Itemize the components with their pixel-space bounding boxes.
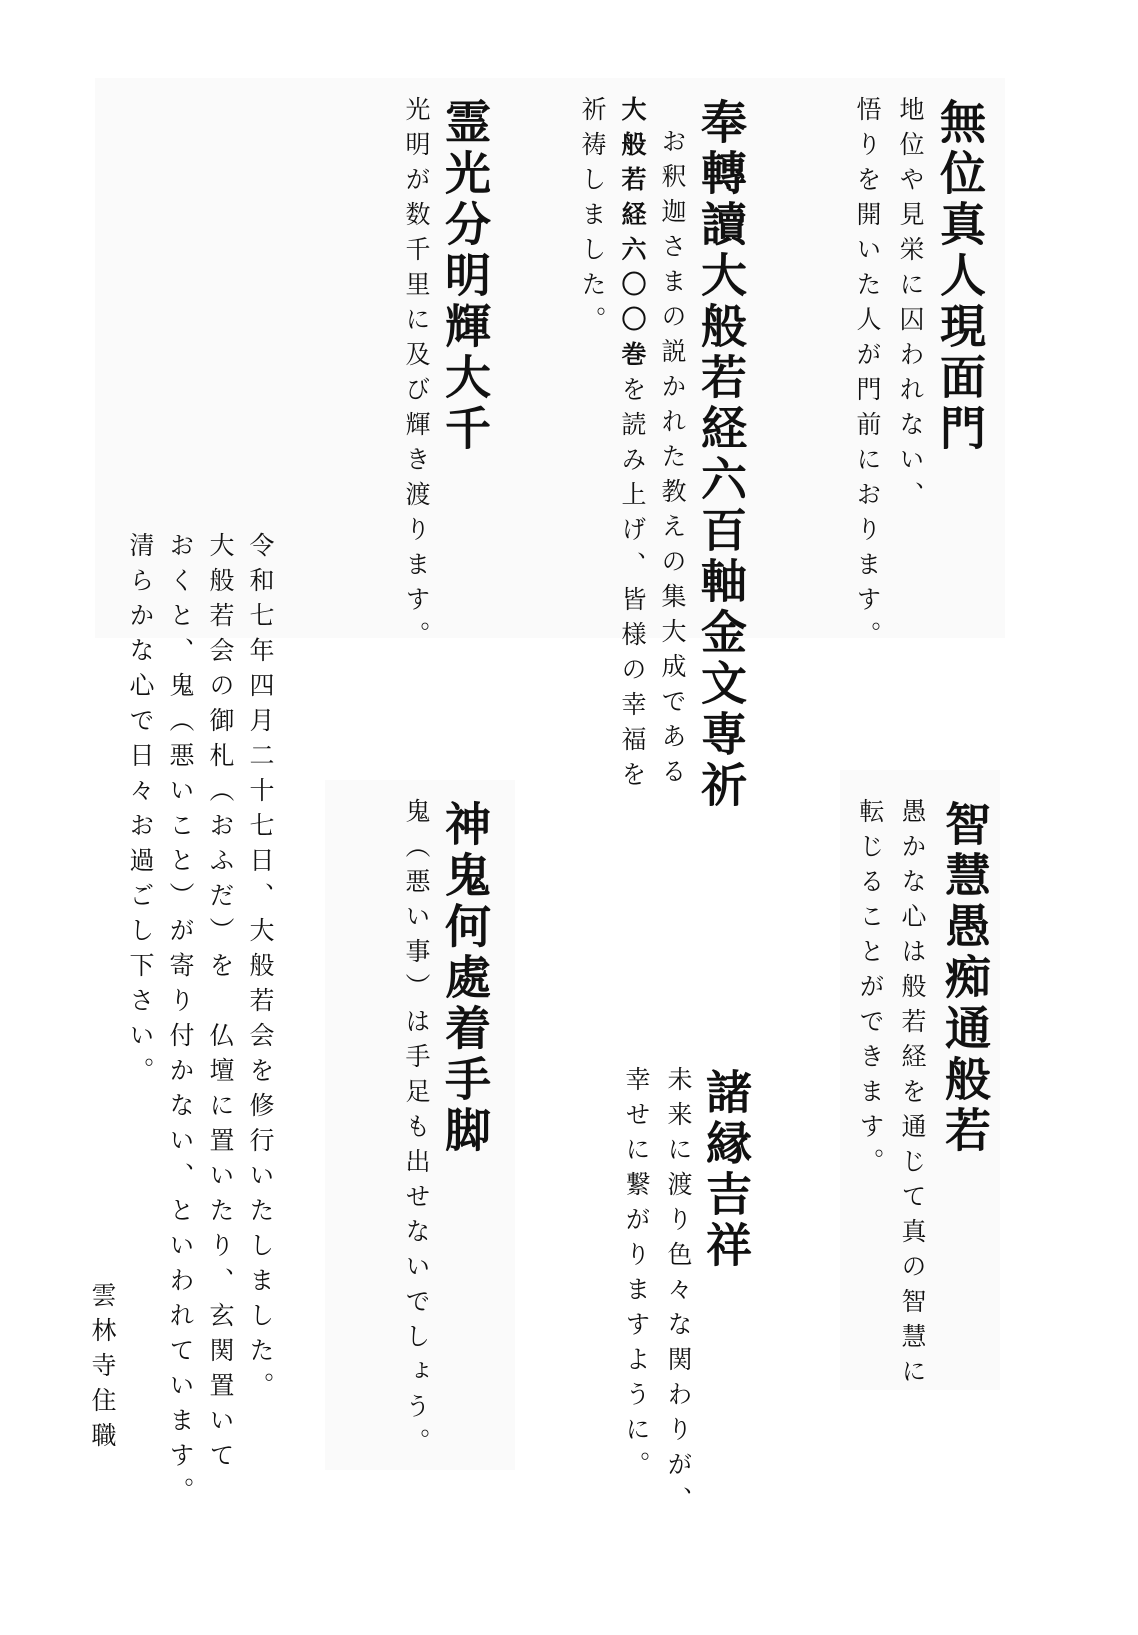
heading-shoen-kichijo: 諸縁吉祥 [699,1068,753,1272]
houten-text-line-2-rest: を読み上げ、皆様の幸福を [618,376,647,796]
chie-text-line-1: 愚かな心は般若経を通じて真の智慧に [898,798,927,1393]
heading-houten-doku: 奉轉讀大般若経六百軸金文専祈 [694,98,748,812]
reikou-text-line-1: 光明が数千里に及び輝き渡ります。 [402,96,431,656]
mui-text-line-1: 地位や見栄に囚われない、 [896,96,925,516]
chie-text-line-2: 転じることができます。 [856,798,885,1183]
heading-shinki: 神鬼何處着手脚 [438,800,492,1157]
heading-mui-shinnin: 無位真人現面門 [933,98,987,455]
houten-text-line-2 [620,96,645,796]
shinki-text-line-1: 鬼（悪い事）は手足も出せないでしょう。 [402,798,431,1463]
notice-line-2: 大般若会の御札（おふだ）を 仏壇に置いたり、玄関置いて [206,532,235,1477]
notice-line-1: 令和七年四月二十七日、大般若会を修行いたしました。 [246,532,275,1407]
houten-sutra-title: 大般若経六〇〇巻 [618,96,647,376]
mui-text-line-2: 悟りを開いた人が門前におります。 [853,96,882,656]
heading-chie-guchi: 智慧愚痴通般若 [938,800,992,1157]
shoen-text-line-1: 未来に渡り色々な関わりが、 [664,1066,693,1521]
shoen-text-line-2: 幸せに繋がりますように。 [622,1066,651,1486]
signature: 雲林寺住職 [88,1282,117,1457]
notice-line-3: おくと、鬼（悪いこと）が寄り付かない、といわれています。 [166,532,195,1512]
houten-text-line-3: 祈祷しました。 [578,96,607,341]
notice-line-4: 清らかな心で日々お過ごし下さい。 [126,532,155,1092]
heading-reikou: 霊光分明輝大千 [438,98,492,455]
houten-text-line-1: お釈迦さまの説かれた教えの集大成である [658,128,687,793]
